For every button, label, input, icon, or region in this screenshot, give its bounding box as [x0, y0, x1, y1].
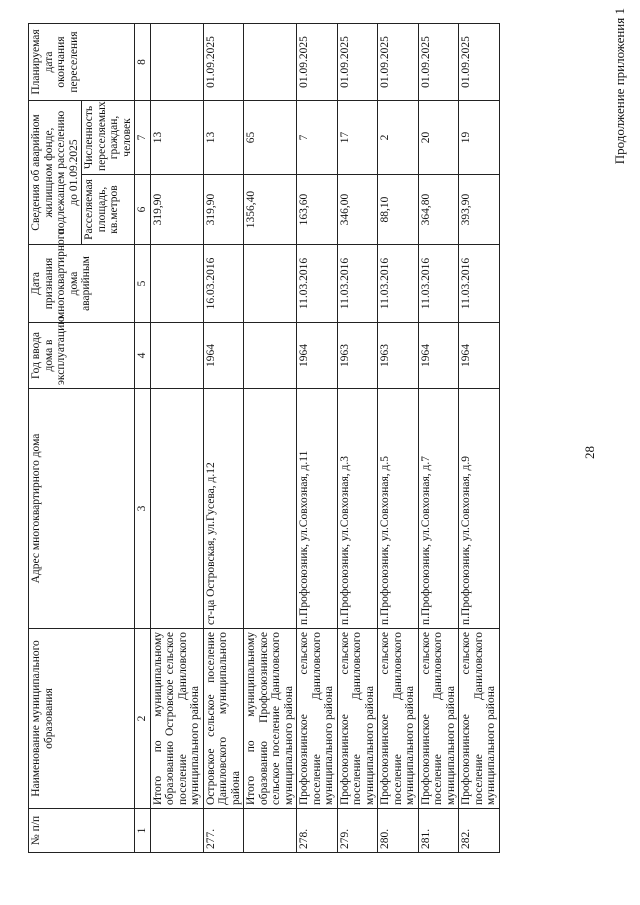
continuation-label: Продолжение приложения 1: [612, 8, 627, 165]
cell-address: п.Профсоюзник, ул.Совхозная, д.3: [337, 389, 378, 629]
cell-num: 282.: [459, 809, 500, 853]
header-people: Численность переселяемых граждан, человек: [82, 100, 135, 174]
cell-name: Итого по муниципальному образованию Островское сельское поселение Даниловского муниципального района: [150, 629, 203, 809]
cell-num: 277.: [203, 809, 244, 853]
cell-address: п.Профсоюзник, ул.Совхозная, д.5: [378, 389, 419, 629]
col-index: 2: [135, 629, 151, 809]
cell-year: 1963: [378, 323, 419, 389]
table-row: [150, 23, 203, 852]
cell-people: 13: [203, 100, 244, 174]
cell-people: 7: [297, 100, 338, 174]
cell-num: 278.: [297, 809, 338, 853]
cell-year: 1964: [459, 323, 500, 389]
header-date: Дата признания многоквартирного дома аварийным: [29, 245, 135, 323]
cell-name: Профсоюзнинское сельское поселение Даниловского муниципального района: [378, 629, 419, 809]
cell-address: п.Профсоюзник, ул.Совхозная, д.11: [297, 389, 338, 629]
cell-address: [150, 389, 203, 629]
cell-plan: 01.09.2025: [203, 23, 244, 100]
cell-date: [244, 245, 297, 323]
cell-name: Островское сельское поселение Даниловского муниципального района: [203, 629, 244, 809]
table-row: [459, 23, 500, 852]
col-index: 3: [135, 389, 151, 629]
cell-plan: 01.09.2025: [459, 23, 500, 100]
cell-plan: [244, 23, 297, 100]
table-row: [378, 23, 419, 852]
cell-address: п.Профсоюзник, ул.Совхозная, д.7: [418, 389, 459, 629]
cell-plan: 01.09.2025: [297, 23, 338, 100]
col-index: 1: [135, 809, 151, 853]
table-row: [337, 23, 378, 852]
cell-area: 319,90: [203, 175, 244, 245]
cell-address: п.Профсоюзник, ул.Совхозная, д.9: [459, 389, 500, 629]
cell-date: 11.03.2016: [418, 245, 459, 323]
housing-table: [28, 23, 500, 853]
cell-area: 319,90: [150, 175, 203, 245]
cell-people: 19: [459, 100, 500, 174]
cell-date: 11.03.2016: [337, 245, 378, 323]
table-row: [244, 23, 297, 852]
cell-area: 364,80: [418, 175, 459, 245]
col-index: 4: [135, 323, 151, 389]
header-area: Расселяемая площадь, кв.метров: [82, 175, 135, 245]
col-index: 5: [135, 245, 151, 323]
cell-people: 2: [378, 100, 419, 174]
cell-name: Профсоюзнинское сельское поселение Даниловского муниципального района: [459, 629, 500, 809]
cell-year: 1963: [337, 323, 378, 389]
cell-date: 16.03.2016: [203, 245, 244, 323]
header-address: Адрес многоквартирного дома: [29, 389, 135, 629]
header-name: Наименование муниципального образования: [29, 629, 135, 809]
header-num: № п/п: [29, 809, 135, 853]
cell-plan: 01.09.2025: [378, 23, 419, 100]
cell-area: 1356,40: [244, 175, 297, 245]
table-row: [418, 23, 459, 852]
cell-people: 65: [244, 100, 297, 174]
cell-people: 13: [150, 100, 203, 174]
cell-plan: 01.09.2025: [337, 23, 378, 100]
cell-date: 11.03.2016: [378, 245, 419, 323]
cell-name: Итого по муниципальному образованию Профсоюзнинское сельское поселение Даниловского муниципального района: [244, 629, 297, 809]
cell-area: 163,60: [297, 175, 338, 245]
cell-year: 1964: [418, 323, 459, 389]
cell-date: 11.03.2016: [297, 245, 338, 323]
cell-address: [244, 389, 297, 629]
cell-date: 11.03.2016: [459, 245, 500, 323]
cell-name: Профсоюзнинское сельское поселение Даниловского муниципального района: [337, 629, 378, 809]
col-index: 6: [135, 175, 151, 245]
col-index: 8: [135, 23, 151, 100]
cell-year: [150, 323, 203, 389]
header-plan: Планируемая дата окончания переселения: [29, 23, 135, 100]
table-row: [203, 23, 244, 852]
cell-year: 1964: [203, 323, 244, 389]
header-year: Год ввода дома в эксплуатацию: [29, 323, 135, 389]
cell-year: [244, 323, 297, 389]
cell-people: 17: [337, 100, 378, 174]
cell-address: ст-ца Островская, ул.Гусева, д.12: [203, 389, 244, 629]
cell-year: 1964: [297, 323, 338, 389]
cell-num: 281.: [418, 809, 459, 853]
cell-plan: 01.09.2025: [418, 23, 459, 100]
cell-date: [150, 245, 203, 323]
header-group: Сведения об аварийном жилищном фонде, подлежащем расселению до 01.09.2025: [29, 100, 82, 244]
cell-area: 88,10: [378, 175, 419, 245]
cell-num: 279.: [337, 809, 378, 853]
col-index: 7: [135, 100, 151, 174]
cell-num: [150, 809, 203, 853]
cell-num: [244, 809, 297, 853]
cell-num: 280.: [378, 809, 419, 853]
cell-area: 346,00: [337, 175, 378, 245]
cell-plan: [150, 23, 203, 100]
cell-name: Профсоюзнинское сельское поселение Даниловского муниципального района: [297, 629, 338, 809]
cell-name: Профсоюзнинское сельское поселение Даниловского муниципального района: [418, 629, 459, 809]
table-row: [297, 23, 338, 852]
cell-people: 20: [418, 100, 459, 174]
page-number: 28: [582, 446, 597, 459]
cell-area: 393,90: [459, 175, 500, 245]
